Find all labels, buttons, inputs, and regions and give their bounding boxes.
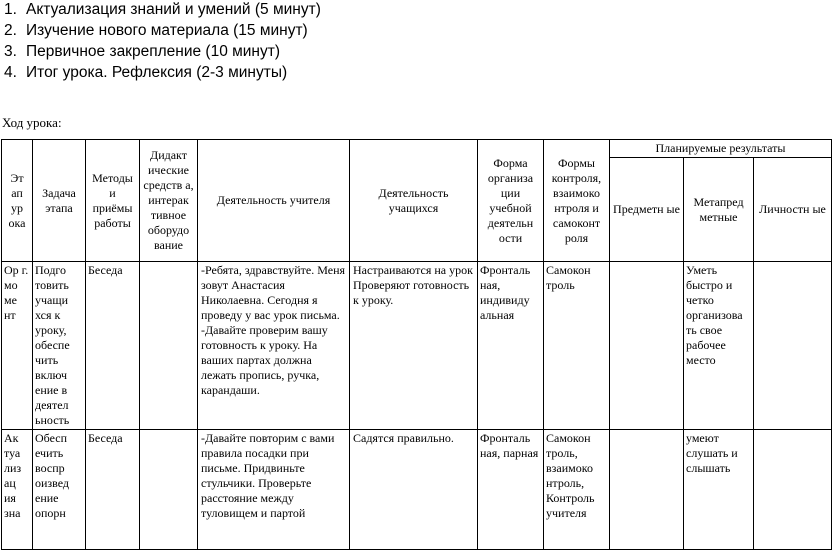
table-row	[2, 430, 832, 550]
table-row	[2, 262, 832, 430]
header-personal-results: Личностн ые	[754, 158, 832, 262]
cell-didactic	[140, 262, 198, 430]
cell-personal-results	[754, 262, 832, 430]
stage-text: Изучение нового материала (15 минут)	[26, 22, 308, 39]
header-control-forms: Формы контроля, взаимоко нтроля и самоконт роля	[544, 140, 610, 262]
stage-number: 4.	[4, 64, 17, 81]
cell-teacher-activity: -Ребята, здравствуйте. Меня зовут Анастасия Николаевна. Сегодня я проведу у вас урок письма. -Давайте проверим вашу готовность к уроку. На ваших партах должна лежать пропись, ручка, карандаши.	[198, 262, 350, 430]
header-stage: Эт ап ур ока	[2, 140, 33, 262]
cell-personal-results	[754, 430, 832, 550]
cell-student-activity: Садятся правильно.	[350, 430, 478, 550]
cell-meta-results: Уметь быстро и четко организова ть свое рабочее место	[684, 262, 754, 430]
stage-text: Итог урока. Рефлексия (2-3 минуты)	[26, 64, 288, 81]
lesson-plan-table	[1, 139, 832, 550]
stage-text: Актуализация знаний и умений (5 минут)	[26, 1, 321, 18]
cell-subject-results	[610, 262, 684, 430]
header-meta-results: Метапред метные	[684, 158, 754, 262]
cell-control-forms: Самокон троль, взаимоко нтроль, Контроль учителя	[544, 430, 610, 550]
header-subject-results: Предметн ые	[610, 158, 684, 262]
stage-number: 1.	[4, 1, 17, 18]
cell-teacher-activity: -Давайте повторим с вами правила посадки при письме. Придвиньте стульчики. Проверьте расстояние между туловищем и партой	[198, 430, 350, 550]
cell-methods: Беседа	[86, 262, 140, 430]
cell-stage: Ор г. мо ме нт	[2, 262, 33, 430]
header-organization-form: Форма организа ции учебной деятельн ости	[478, 140, 544, 262]
header-student-activity: Деятельность учащихся	[350, 140, 478, 262]
cell-student-activity: Настраиваются на урок Проверяют готовность к уроку.	[350, 262, 478, 430]
cell-meta-results: умеют слушать и слышать	[684, 430, 754, 550]
cell-subject-results	[610, 430, 684, 550]
header-methods: Методы и приёмы работы	[86, 140, 140, 262]
cell-didactic	[140, 430, 198, 550]
course-label: Ход урока:	[2, 115, 62, 130]
stage-number: 3.	[4, 43, 17, 60]
header-planned-results: Планируемые результаты	[610, 140, 832, 158]
cell-organization-form: Фронталь ная, индивиду альная	[478, 262, 544, 430]
cell-organization-form: Фронталь ная, парная	[478, 430, 544, 550]
header-task: Задача этапа	[33, 140, 86, 262]
header-teacher-activity: Деятельность учителя	[198, 140, 350, 262]
cell-task: Подго товить учащи хся к уроку, обеспе чить включ ение в деятел ьность	[33, 262, 86, 430]
cell-control-forms: Самокон троль	[544, 262, 610, 430]
stage-number: 2.	[4, 22, 17, 39]
header-didactic-tools: Дидакт ические средств а, интерак тивное оборудо вание	[140, 140, 198, 262]
cell-stage: Ак туа лиз ац ия зна	[2, 430, 33, 550]
cell-methods: Беседа	[86, 430, 140, 550]
cell-task: Обесп ечить воспр оизвед ение опорн	[33, 430, 86, 550]
stage-text: Первичное закрепление (10 минут)	[26, 43, 281, 60]
